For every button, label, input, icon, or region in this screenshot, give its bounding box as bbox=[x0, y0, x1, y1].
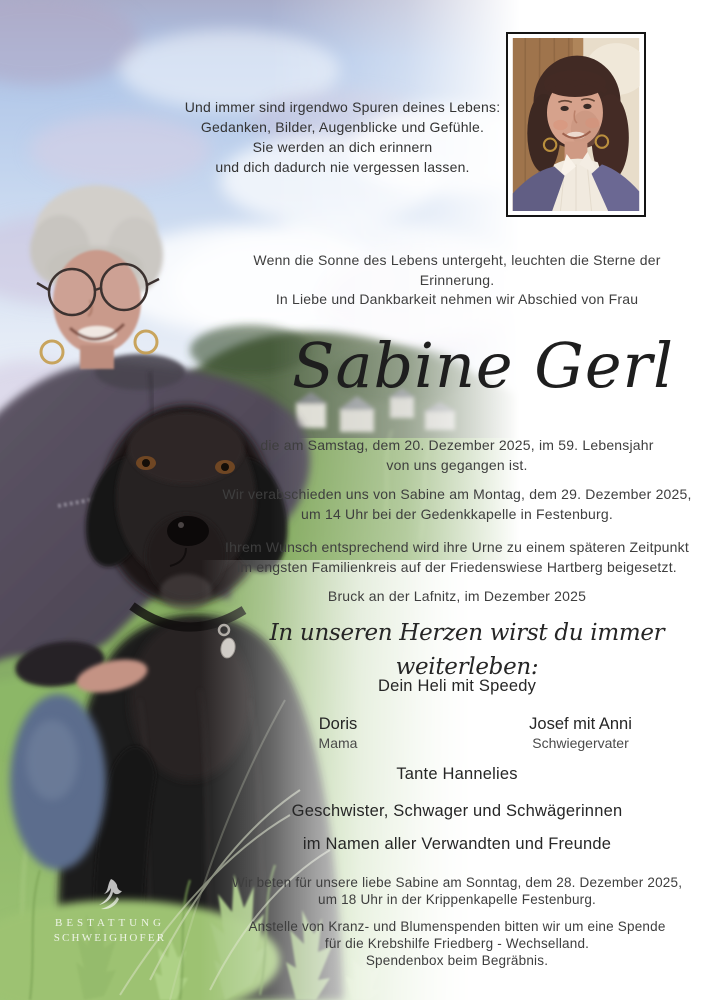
prayer-line: Wir beten für unsere liebe Sabine am Sonntag, dem 28. Dezember 2025, bbox=[231, 875, 683, 890]
death-info bbox=[218, 435, 696, 475]
poem-line: und dich dadurch nie vergessen lassen. bbox=[215, 159, 470, 175]
prayer-info bbox=[218, 874, 696, 908]
mourner-in-name-of: im Namen aller Verwandten und Freunde bbox=[302, 835, 612, 853]
mourner-left-relation: Mama bbox=[318, 735, 358, 751]
death-line: die am Samstag, dem 20. Dezember 2025, im 59. Lebensjahr bbox=[260, 437, 654, 453]
urn-line: Ihrem Wunsch entsprechend wird ihre Urne zu einem späteren Zeitpunkt bbox=[225, 539, 689, 555]
urn-info bbox=[218, 537, 696, 577]
donation-line: Anstelle von Kranz- und Blumenspenden bitten wir um eine Spende bbox=[248, 919, 666, 934]
farewell-info bbox=[218, 484, 696, 524]
poem-line: Sie werden an dich erinnern bbox=[252, 139, 433, 155]
poem-line: Und immer sind irgendwo Spuren deines Lebens: bbox=[184, 99, 501, 115]
donation-line: Spendenbox beim Begräbnis. bbox=[365, 953, 549, 968]
mourner-right-relation: Schwiegervater bbox=[532, 735, 629, 751]
legacy-line: In unseren Herzen wirst du immer weiterleben: bbox=[269, 620, 665, 680]
intro-line: In Liebe und Dankbarkeit nehmen wir Abschied von Frau bbox=[275, 291, 639, 307]
mourner-right-name: Josef mit Anni bbox=[529, 715, 632, 733]
prayer-line: um 18 Uhr in der Krippenkapelle Festenburg. bbox=[318, 892, 596, 907]
donation-info bbox=[218, 918, 696, 969]
portrait-art bbox=[512, 38, 640, 211]
mourner-left bbox=[273, 714, 403, 752]
donation-line: für die Krebshilfe Friedberg - Wechselland. bbox=[324, 936, 590, 951]
mourner-left-name: Doris bbox=[318, 715, 358, 733]
memorial-poem bbox=[170, 97, 515, 177]
mourner-right bbox=[488, 714, 673, 752]
watermark-line2: SCHWEIGHOFER bbox=[53, 932, 167, 944]
mourner-aunt: Tante Hannelies bbox=[396, 765, 518, 783]
poem-line: Gedanken, Bilder, Augenblicke und Gefühle. bbox=[200, 119, 485, 135]
epigraph: Wenn die Sonne des Lebens untergeht, leuchten die Sterne der Erinnerung. bbox=[253, 252, 661, 288]
urn-line: im engsten Familienkreis auf der Friedenswiese Hartberg beigesetzt. bbox=[237, 559, 677, 575]
watermark-line1: BESTATTUNG bbox=[54, 917, 165, 929]
mourner-siblings: Geschwister, Schwager und Schwägerinnen bbox=[291, 802, 623, 820]
deceased-name: Sabine Gerl bbox=[292, 329, 674, 402]
mourner-primary: Dein Heli mit Speedy bbox=[377, 677, 537, 695]
portrait-photo bbox=[506, 32, 646, 217]
mourner-columns bbox=[218, 714, 696, 762]
place-date: Bruck an der Lafnitz, im Dezember 2025 bbox=[327, 588, 587, 604]
farewell-line: um 14 Uhr bei der Gedenkkapelle in Festenburg. bbox=[301, 506, 613, 522]
farewell-line: Wir verabschieden uns von Sabine am Montag, dem 29. Dezember 2025, bbox=[222, 486, 692, 502]
death-line: von uns gegangen ist. bbox=[386, 457, 528, 473]
